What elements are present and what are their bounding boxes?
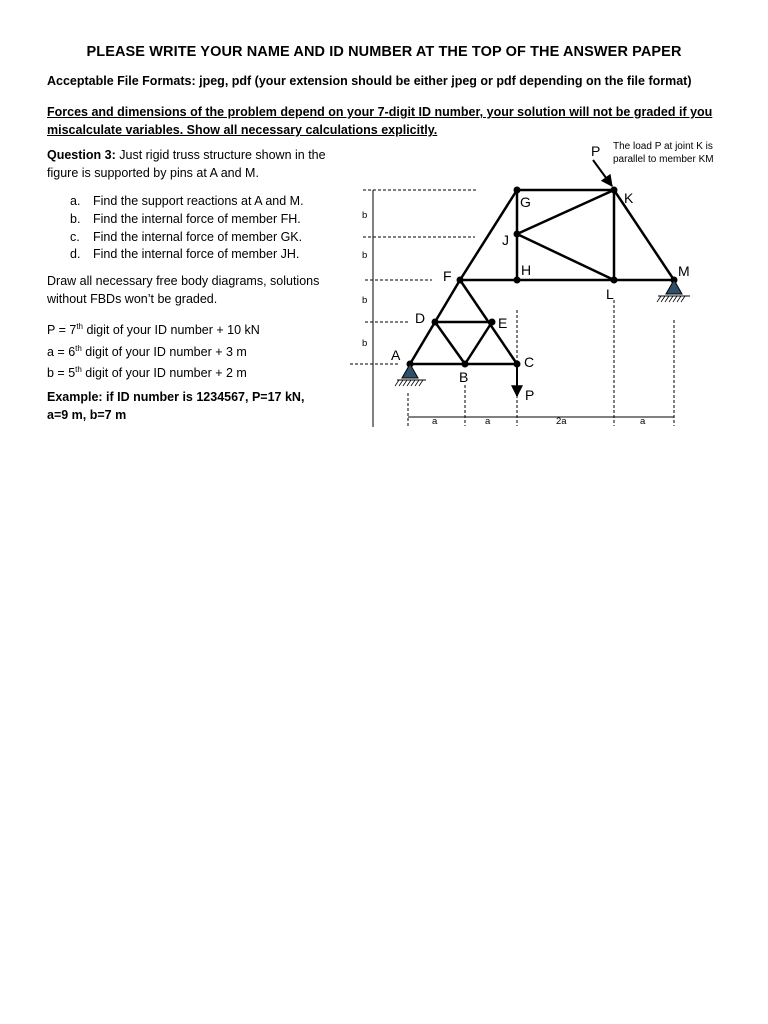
- dim-a-1: a: [432, 416, 438, 427]
- pin-support-a-icon: [395, 364, 426, 386]
- joint-label-j: J: [502, 232, 509, 248]
- task-text: Find the internal force of member GK.: [93, 229, 303, 244]
- joint-label-e: E: [498, 315, 508, 331]
- joint-label-g: G: [520, 194, 531, 210]
- joint-label-a: A: [391, 347, 401, 363]
- fbd-note: Draw all necessary free body diagrams, solutions without FBDs won’t be graded.: [47, 274, 320, 306]
- task-text: Find the internal force of member FH.: [93, 211, 301, 226]
- task-text: Find the internal force of member JH.: [93, 247, 300, 262]
- load-note-line-2: parallel to member KM: [613, 154, 714, 165]
- example-line-1: Example: if ID number is 1234567, P=17 kN,: [47, 390, 305, 404]
- dim-a-2: a: [485, 416, 491, 427]
- file-formats-note: Acceptable File Formats: jpeg, pdf (your extension should be either jpeg or pdf depending on the file format): [47, 74, 692, 88]
- variable-b: b = 5th digit of your ID number + 2 m: [47, 365, 247, 381]
- page-title: PLEASE WRITE YOUR NAME AND ID NUMBER AT THE TOP OF THE ANSWER PAPER: [86, 44, 682, 60]
- id-warning-note: Forces and dimensions of the problem depend on your 7-digit ID number, your solution will not be graded if you miscalculate variables. Show all necessary calculations explicitly.: [47, 105, 713, 137]
- dim-b-2: b: [362, 250, 368, 261]
- question-label: Question 3:: [47, 148, 116, 162]
- task-marker: b.: [70, 211, 81, 226]
- question-text: Just rigid truss structure shown in the figure is supported by pins at A and M.: [47, 148, 326, 180]
- task-text: Find the support reactions at A and M.: [93, 194, 304, 208]
- load-label-bottom: P: [525, 387, 535, 403]
- dim-b-4: b: [362, 338, 368, 349]
- variable-a: a = 6th digit of your ID number + 3 m: [47, 343, 247, 359]
- load-label-top: P: [591, 143, 601, 159]
- joint-label-l: L: [606, 286, 614, 302]
- joint-label-b: B: [459, 369, 469, 385]
- dim-a-3: a: [640, 416, 646, 427]
- joint-label-k: K: [624, 190, 634, 206]
- vertical-dimensions: [350, 190, 478, 427]
- task-marker: a.: [70, 194, 81, 208]
- dim-b-3: b: [362, 295, 368, 306]
- variable-p: P = 7th digit of your ID number + 10 kN: [47, 322, 260, 338]
- load-arrow-k-icon: [593, 160, 612, 186]
- joint-label-h: H: [521, 262, 532, 278]
- joint-label-f: F: [443, 268, 452, 284]
- example-line-2: a=9 m, b=7 m: [47, 408, 127, 422]
- pin-support-m-icon: [657, 280, 690, 302]
- joint-label-c: C: [524, 354, 535, 370]
- load-note-line-1: The load P at joint K is: [613, 141, 713, 152]
- dim-2a: 2a: [556, 416, 567, 427]
- dim-b-1: b: [362, 210, 368, 221]
- joint-label-d: D: [415, 310, 426, 326]
- joint-label-m: M: [678, 263, 690, 279]
- task-marker: c.: [70, 229, 80, 244]
- task-marker: d.: [70, 247, 81, 262]
